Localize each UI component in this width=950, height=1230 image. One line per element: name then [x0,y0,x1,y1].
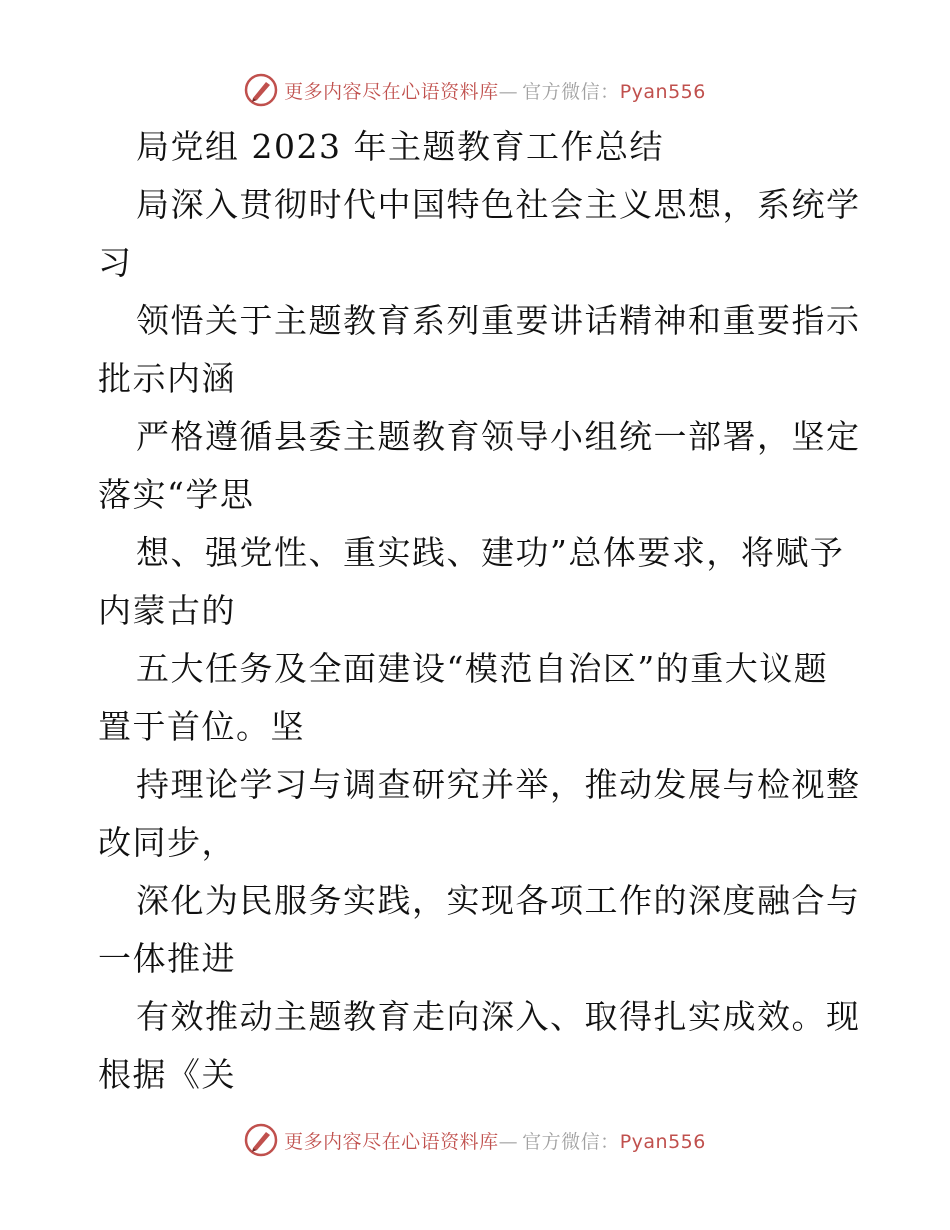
text-line: 批示内涵 [98,359,236,398]
text-line: 有效推动主题教育走向深入、取得扎实成效。现 [136,997,861,1036]
text-line: 置于首位。坚 [98,707,305,746]
text-line: 一体推进 [98,939,236,978]
banner-wechat-id: Pyan556 [619,80,706,103]
text-line: 想、强党性、重实践、建功”总体要求，将赋予 [136,533,845,572]
text-line: 领悟关于主题教育系列重要讲话精神和重要指示 [136,301,861,340]
text-line: 改同步， [98,823,236,862]
text-line: 落实“学思 [98,475,255,514]
pen-logo-icon [244,73,278,107]
text-line: 内蒙古的 [98,591,236,630]
banner-main: 更多内容尽在心语资料库 [284,1130,499,1153]
text-line: 深化为民服务实践，实现各项工作的深度融合与 [136,881,861,920]
document-title: 局党组 2023 年主题教育工作总结 [136,127,664,166]
text-line: 持理论学习与调查研究并举，推动发展与检视整 [136,765,861,804]
text-line: 严格遵循县委主题教育领导小组统一部署，坚定 [136,417,861,456]
banner-text [284,77,706,104]
text-line: 五大任务及全面建设“模范自治区”的重大议题 [136,649,829,688]
banner-dash: — [498,80,519,103]
text-line: 根据《关 [98,1055,236,1094]
banner-main: 更多内容尽在心语资料库 [284,80,499,103]
banner-wechat-label: 官方微信： [522,80,620,103]
text-line: 局深入贯彻时代中国特色社会主义思想，系统学 [136,185,861,224]
banner-text [284,1127,706,1154]
banner-dash: — [498,1130,519,1153]
header-banner [0,70,950,110]
footer-banner [0,1120,950,1160]
banner-wechat-id: Pyan556 [619,1130,706,1153]
text-line: 习 [98,243,133,282]
banner-wechat-label: 官方微信： [522,1130,620,1153]
pen-logo-icon [244,1123,278,1157]
document-body [98,118,861,1104]
